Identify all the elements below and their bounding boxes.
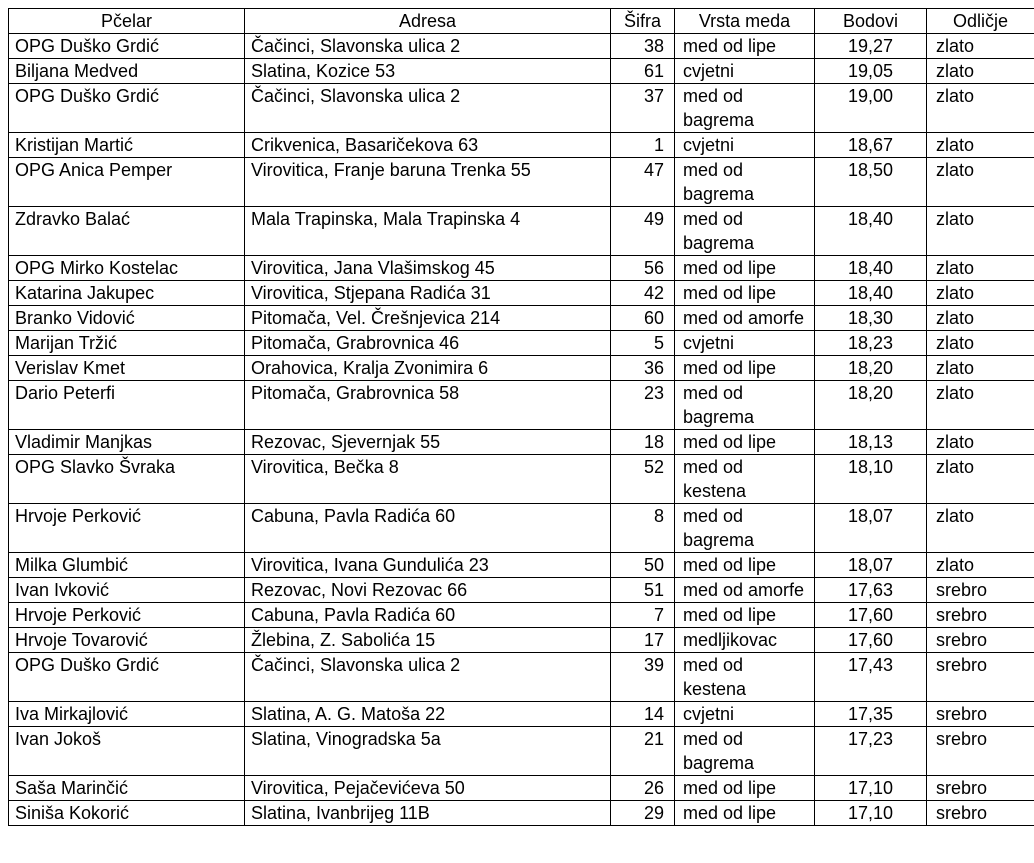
header-beekeeper: Pčelar: [9, 9, 245, 34]
beekeeper-cell: Vladimir Manjkas: [9, 430, 245, 455]
honey-type-cell: med od amorfe: [675, 306, 815, 331]
address-cell: Virovitica, Pejačevićeva 50: [245, 776, 611, 801]
points-cell: 17,60: [815, 603, 927, 628]
address-cell: Pitomača, Vel. Črešnjevica 214: [245, 306, 611, 331]
medal-cell: srebro: [927, 628, 1034, 653]
address-cell: Rezovac, Novi Rezovac 66: [245, 578, 611, 603]
honey-type-cell: med od amorfe: [675, 578, 815, 603]
header-address: Adresa: [245, 9, 611, 34]
points-cell: 18,20: [815, 381, 927, 430]
medal-cell: srebro: [927, 776, 1034, 801]
code-cell: 52: [611, 455, 675, 504]
medal-cell: zlato: [927, 504, 1034, 553]
points-cell: 19,00: [815, 84, 927, 133]
medal-cell: srebro: [927, 653, 1034, 702]
beekeeper-cell: Hrvoje Perković: [9, 603, 245, 628]
table-row: [9, 603, 1034, 628]
table-row: [9, 84, 1034, 133]
honey-type-cell: med od kestena: [675, 455, 815, 504]
beekeeper-cell: Hrvoje Perković: [9, 504, 245, 553]
points-cell: 17,35: [815, 702, 927, 727]
medal-cell: zlato: [927, 331, 1034, 356]
beekeeper-cell: Iva Mirkajlović: [9, 702, 245, 727]
beekeeper-cell: Saša Marinčić: [9, 776, 245, 801]
table-row: [9, 776, 1034, 801]
table-row: [9, 381, 1034, 430]
honey-type-cell: med od lipe: [675, 776, 815, 801]
points-cell: 18,67: [815, 133, 927, 158]
beekeeper-cell: Kristijan Martić: [9, 133, 245, 158]
medal-cell: zlato: [927, 281, 1034, 306]
code-cell: 36: [611, 356, 675, 381]
beekeeper-cell: Branko Vidović: [9, 306, 245, 331]
table-row: [9, 455, 1034, 504]
medal-cell: srebro: [927, 603, 1034, 628]
code-cell: 49: [611, 207, 675, 256]
beekeeper-cell: OPG Duško Grdić: [9, 84, 245, 133]
beekeeper-cell: Dario Peterfi: [9, 381, 245, 430]
header-honey-type: Vrsta meda: [675, 9, 815, 34]
honey-type-cell: med od lipe: [675, 34, 815, 59]
beekeeper-cell: Zdravko Balać: [9, 207, 245, 256]
address-cell: Virovitica, Jana Vlašimskog 45: [245, 256, 611, 281]
beekeeper-cell: OPG Duško Grdić: [9, 34, 245, 59]
honey-type-cell: med od bagrema: [675, 158, 815, 207]
points-cell: 18,30: [815, 306, 927, 331]
table-row: [9, 356, 1034, 381]
table-row: [9, 430, 1034, 455]
honey-type-cell: med od lipe: [675, 281, 815, 306]
points-cell: 18,40: [815, 207, 927, 256]
header-points: Bodovi: [815, 9, 927, 34]
table-row: [9, 331, 1034, 356]
points-cell: 17,10: [815, 776, 927, 801]
address-cell: Crikvenica, Basaričekova 63: [245, 133, 611, 158]
honey-type-cell: cvjetni: [675, 702, 815, 727]
honey-type-cell: med od bagrema: [675, 504, 815, 553]
beekeeper-cell: OPG Anica Pemper: [9, 158, 245, 207]
code-cell: 17: [611, 628, 675, 653]
address-cell: Cabuna, Pavla Radića 60: [245, 504, 611, 553]
table-row: [9, 553, 1034, 578]
code-cell: 60: [611, 306, 675, 331]
honey-type-cell: cvjetni: [675, 133, 815, 158]
address-cell: Slatina, Vinogradska 5a: [245, 727, 611, 776]
code-cell: 29: [611, 801, 675, 826]
address-cell: Virovitica, Stjepana Radića 31: [245, 281, 611, 306]
code-cell: 51: [611, 578, 675, 603]
points-cell: 17,63: [815, 578, 927, 603]
address-cell: Slatina, Kozice 53: [245, 59, 611, 84]
address-cell: Čačinci, Slavonska ulica 2: [245, 653, 611, 702]
points-cell: 17,60: [815, 628, 927, 653]
honey-type-cell: medljikovac: [675, 628, 815, 653]
address-cell: Cabuna, Pavla Radića 60: [245, 603, 611, 628]
points-cell: 19,27: [815, 34, 927, 59]
medal-cell: zlato: [927, 84, 1034, 133]
address-cell: Slatina, A. G. Matoša 22: [245, 702, 611, 727]
code-cell: 1: [611, 133, 675, 158]
beekeeper-cell: OPG Duško Grdić: [9, 653, 245, 702]
honey-type-cell: med od lipe: [675, 256, 815, 281]
points-cell: 17,23: [815, 727, 927, 776]
honey-type-cell: med od lipe: [675, 553, 815, 578]
code-cell: 38: [611, 34, 675, 59]
code-cell: 39: [611, 653, 675, 702]
medal-cell: srebro: [927, 578, 1034, 603]
table-row: [9, 158, 1034, 207]
code-cell: 21: [611, 727, 675, 776]
table-row: [9, 281, 1034, 306]
code-cell: 14: [611, 702, 675, 727]
beekeeper-cell: OPG Mirko Kostelac: [9, 256, 245, 281]
address-cell: Čačinci, Slavonska ulica 2: [245, 84, 611, 133]
code-cell: 37: [611, 84, 675, 133]
code-cell: 5: [611, 331, 675, 356]
code-cell: 8: [611, 504, 675, 553]
honey-type-cell: med od kestena: [675, 653, 815, 702]
honey-type-cell: med od lipe: [675, 603, 815, 628]
table-row: [9, 133, 1034, 158]
table-row: [9, 653, 1034, 702]
beekeeper-cell: Milka Glumbić: [9, 553, 245, 578]
medal-cell: zlato: [927, 256, 1034, 281]
honey-type-cell: med od lipe: [675, 356, 815, 381]
points-cell: 19,05: [815, 59, 927, 84]
address-cell: Pitomača, Grabrovnica 46: [245, 331, 611, 356]
medal-cell: zlato: [927, 381, 1034, 430]
medal-cell: zlato: [927, 133, 1034, 158]
code-cell: 42: [611, 281, 675, 306]
table-row: [9, 256, 1034, 281]
points-cell: 18,20: [815, 356, 927, 381]
beekeeper-cell: Ivan Ivković: [9, 578, 245, 603]
table-row: [9, 578, 1034, 603]
honey-type-cell: med od bagrema: [675, 84, 815, 133]
table-row: [9, 727, 1034, 776]
medal-cell: zlato: [927, 207, 1034, 256]
code-cell: 7: [611, 603, 675, 628]
beekeeper-cell: Hrvoje Tovarović: [9, 628, 245, 653]
code-cell: 18: [611, 430, 675, 455]
table-row: [9, 306, 1034, 331]
beekeeper-cell: Verislav Kmet: [9, 356, 245, 381]
table-row: [9, 207, 1034, 256]
points-cell: 18,10: [815, 455, 927, 504]
medal-cell: zlato: [927, 306, 1034, 331]
table-row: [9, 628, 1034, 653]
beekeeper-cell: OPG Slavko Švraka: [9, 455, 245, 504]
beekeeper-cell: Biljana Medved: [9, 59, 245, 84]
code-cell: 47: [611, 158, 675, 207]
header-row: [9, 9, 1034, 34]
honey-type-cell: med od lipe: [675, 801, 815, 826]
address-cell: Žlebina, Z. Sabolića 15: [245, 628, 611, 653]
code-cell: 26: [611, 776, 675, 801]
address-cell: Rezovac, Sjevernjak 55: [245, 430, 611, 455]
address-cell: Čačinci, Slavonska ulica 2: [245, 34, 611, 59]
header-code: Šifra: [611, 9, 675, 34]
beekeeper-cell: Katarina Jakupec: [9, 281, 245, 306]
points-cell: 18,50: [815, 158, 927, 207]
medal-cell: zlato: [927, 59, 1034, 84]
honey-type-cell: med od bagrema: [675, 727, 815, 776]
points-cell: 17,43: [815, 653, 927, 702]
address-cell: Orahovica, Kralja Zvonimira 6: [245, 356, 611, 381]
code-cell: 23: [611, 381, 675, 430]
honey-type-cell: med od lipe: [675, 430, 815, 455]
honey-type-cell: med od bagrema: [675, 207, 815, 256]
points-cell: 17,10: [815, 801, 927, 826]
medal-cell: zlato: [927, 158, 1034, 207]
beekeeper-cell: Marijan Tržić: [9, 331, 245, 356]
table-row: [9, 702, 1034, 727]
code-cell: 50: [611, 553, 675, 578]
points-cell: 18,40: [815, 256, 927, 281]
medal-cell: srebro: [927, 727, 1034, 776]
points-cell: 18,07: [815, 504, 927, 553]
medal-cell: zlato: [927, 455, 1034, 504]
medal-cell: srebro: [927, 702, 1034, 727]
medal-cell: srebro: [927, 801, 1034, 826]
address-cell: Virovitica, Bečka 8: [245, 455, 611, 504]
medal-cell: zlato: [927, 430, 1034, 455]
honey-type-cell: cvjetni: [675, 59, 815, 84]
table-row: [9, 34, 1034, 59]
points-cell: 18,13: [815, 430, 927, 455]
code-cell: 56: [611, 256, 675, 281]
results-table: [8, 8, 1034, 826]
points-cell: 18,07: [815, 553, 927, 578]
table-row: [9, 801, 1034, 826]
points-cell: 18,40: [815, 281, 927, 306]
medal-cell: zlato: [927, 356, 1034, 381]
address-cell: Pitomača, Grabrovnica 58: [245, 381, 611, 430]
honey-type-cell: med od bagrema: [675, 381, 815, 430]
address-cell: Slatina, Ivanbrijeg 11B: [245, 801, 611, 826]
honey-type-cell: cvjetni: [675, 331, 815, 356]
address-cell: Virovitica, Franje baruna Trenka 55: [245, 158, 611, 207]
beekeeper-cell: Ivan Jokoš: [9, 727, 245, 776]
address-cell: Mala Trapinska, Mala Trapinska 4: [245, 207, 611, 256]
header-medal: Odličje: [927, 9, 1034, 34]
points-cell: 18,23: [815, 331, 927, 356]
beekeeper-cell: Siniša Kokorić: [9, 801, 245, 826]
medal-cell: zlato: [927, 553, 1034, 578]
address-cell: Virovitica, Ivana Gundulića 23: [245, 553, 611, 578]
medal-cell: zlato: [927, 34, 1034, 59]
table-row: [9, 504, 1034, 553]
table-row: [9, 59, 1034, 84]
code-cell: 61: [611, 59, 675, 84]
